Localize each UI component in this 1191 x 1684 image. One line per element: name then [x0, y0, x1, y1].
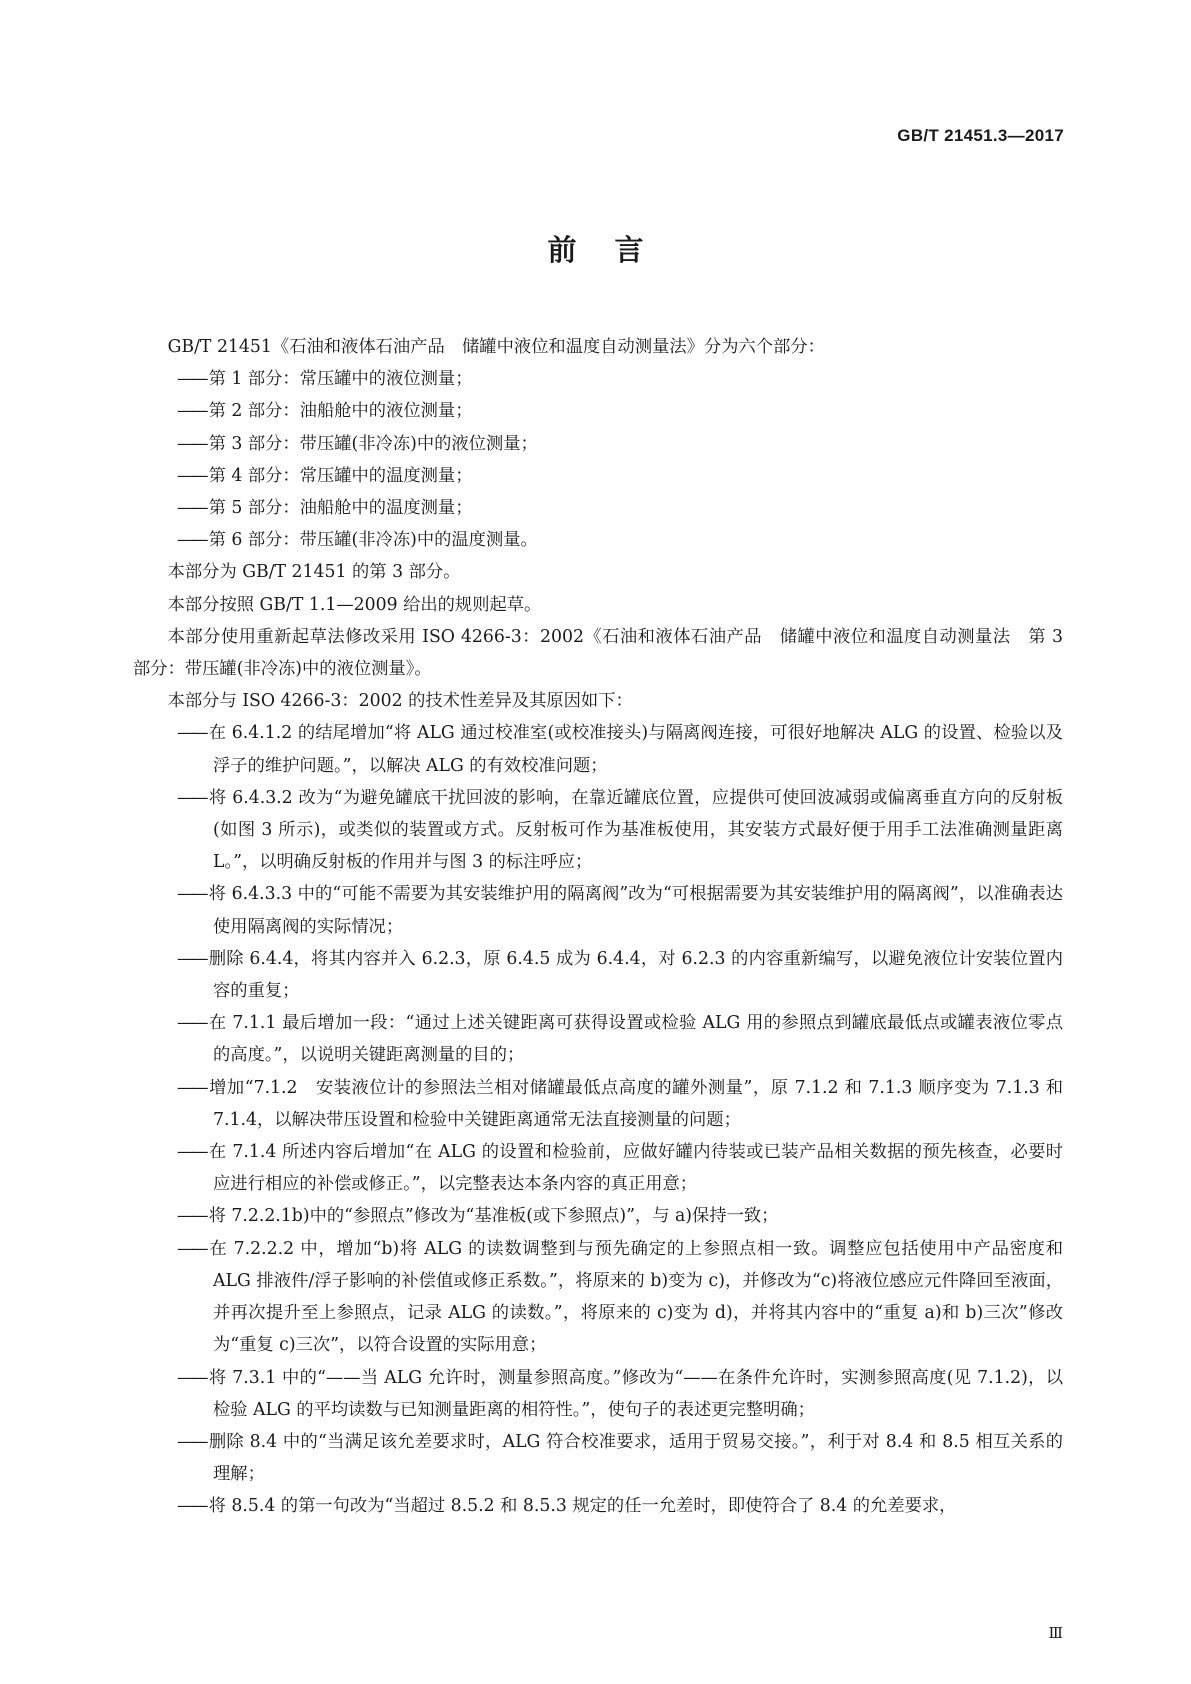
difference-item-8: —— 将 7.2.2.1b)中的“参照点”修改为“基准板(或下参照点)”，与 a)保持一致； — [133, 1200, 1063, 1232]
part-item-3: —— 第 3 部分：带压罐(非冷冻)中的液位测量； — [133, 428, 1063, 460]
difference-item-12: —— 将 8.5.4 的第一句改为“当超过 8.5.2 和 8.5.3 规定的任一允差时，即使符合了 8.4 的允差要求， — [133, 1490, 1063, 1522]
difference-item-9: —— 在 7.2.2.2 中，增加“b)将 ALG 的读数调整到与预先确定的上参照点相一致。调整应包括使用中产品密度和 ALG 排液件/浮子影响的补偿值或修正系数。”，将原来的 b)变为 c)，并修改为“c)将液位感应元件降回至液面，并再次提升至上参照点，记录 ALG 的读数。”，将原来的 c)变为 d)，并将其内容中的“重复 a)和 b)三次”修改为“重复 c)三次”，以符合设置的实际用意； — [133, 1233, 1063, 1362]
difference-item-5: —— 在 7.1.1 最后增加一段：“通过上述关键距离可获得设置或检验 ALG 用的参照点到罐底最低点或罐表液位零点的高度。”，以说明关键距离测量的目的； — [133, 1007, 1063, 1071]
difference-item-3: —— 将 6.4.3.3 中的“可能不需要为其安装维护用的隔离阀”改为“可根据需要为其安装维护用的隔离阀”，以准确表达使用隔离阀的实际情况； — [133, 878, 1063, 942]
difference-item-11: —— 删除 8.4 中的“当满足该允差要求时，ALG 符合校准要求，适用于贸易交接。”，利于对 8.4 和 8.5 相互关系的理解； — [133, 1426, 1063, 1490]
difference-item-6: —— 增加“7.1.2 安装液位计的参照法兰相对储罐最低点高度的罐外测量”，原 7.1.2 和 7.1.3 顺序变为 7.1.3 和 7.1.4，以解决带压设置和检验中关键距离通常无法直接测量的问题； — [133, 1072, 1063, 1136]
intro-paragraph: GB/T 21451《石油和液体石油产品 储罐中液位和温度自动测量法》分为六个部分： — [167, 337, 825, 357]
foreword-body — [133, 331, 1063, 1523]
part-item-2: —— 第 2 部分：油船舱中的液位测量； — [133, 395, 1063, 427]
part-item-4: —— 第 4 部分：常压罐中的温度测量； — [133, 460, 1063, 492]
difference-item-2: —— 将 6.4.3.2 改为“为避免罐底干扰回波的影响，在靠近罐底位置，应提供可使回波减弱或偏离垂直方向的反射板(如图 3 所示)，或类似的装置或方式。反射板可作为基准板使用，其安装方式最好便于用手工法准确测量距离 L。”，以明确反射板的作用并与图 3 的标注呼应； — [133, 782, 1063, 879]
difference-item-1: —— 在 6.4.1.2 的结尾增加“将 ALG 通过校准室(或校准接头)与隔离阀连接，可很好地解决 ALG 的设置、检验以及浮子的维护问题。”，以解决 ALG 的有效校准问题； — [133, 717, 1063, 781]
difference-item-7: —— 在 7.1.4 所述内容后增加“在 ALG 的设置和检验前，应做好罐内待装或已装产品相关数据的预先核查，必要时应进行相应的补偿或修正。”，以完整表达本条内容的真正用意； — [133, 1136, 1063, 1200]
paragraph-differences-intro: 本部分与 ISO 4266-3：2002 的技术性差异及其原因如下： — [167, 691, 633, 712]
page-title: 前言 — [547, 233, 682, 267]
paragraph-part-of-series: 本部分为 GB/T 21451 的第 3 部分。 — [167, 562, 461, 583]
paragraph-drafting-rules: 本部分按照 GB/T 1.1—2009 给出的规则起草。 — [167, 594, 542, 615]
difference-item-4: —— 删除 6.4.4，将其内容并入 6.2.3，原 6.4.5 成为 6.4.4，对 6.2.3 的内容重新编写，以避免液位计安装位置内容的重复； — [133, 943, 1063, 1007]
paragraph-adoption: 本部分使用重新起草法修改采用 ISO 4266-3：2002《石油和液体石油产品 储罐中液位和温度自动测量法 第 3 部分：带压罐(非冷冻)中的液位测量》。 — [133, 626, 1063, 680]
standard-number: GB/T 21451.3—2017 — [897, 126, 1064, 145]
part-item-1: —— 第 1 部分：常压罐中的液位测量； — [133, 363, 1063, 395]
part-item-6: —— 第 6 部分：带压罐(非冷冻)中的温度测量。 — [133, 524, 1063, 556]
part-item-5: —— 第 5 部分：油船舱中的温度测量； — [133, 492, 1063, 524]
difference-item-10: —— 将 7.3.1 中的“——当 ALG 允许时，测量参照高度。”修改为“——在条件允许时，实测参照高度(见 7.1.2)，以检验 ALG 的平均读数与已知测量距离的相符性。”，使句子的表述更完整明确； — [133, 1362, 1063, 1426]
page-number: Ⅲ — [1048, 1624, 1064, 1642]
